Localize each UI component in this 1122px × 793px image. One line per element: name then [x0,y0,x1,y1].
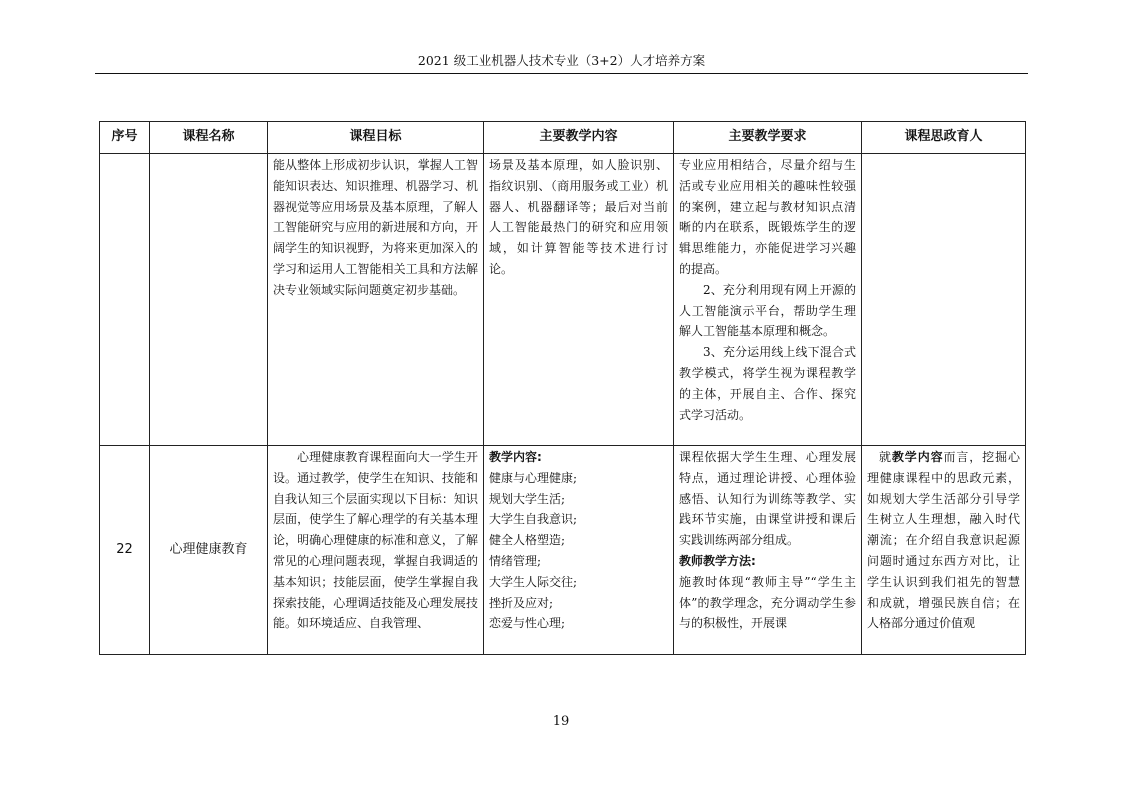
teaching-content-cell [484,446,674,655]
ideology-bold-term: 教学内容 [891,450,944,464]
course-table [99,121,1026,655]
list-item: 规划大学生活; [489,491,566,506]
course-goal-cell [268,154,484,446]
list-item: 恋爱与性心理; [489,616,566,631]
course-name: 心理健康教育 [150,446,268,655]
course-goal-cell [268,446,484,655]
row-number: 22 [100,446,150,655]
ideology-prefix: 就 [879,450,892,464]
requirement-paragraph: 3、充分运用线上线下混合式教学模式，将学生视为课程教学的主体，开展自主、合作、探究式学习活动。 [679,345,856,422]
ideology-body: 而言，挖掘心理健康课程中的思政元素，如规划大学生活部分引导学生树立人生理想，融入时代潮流；在介绍自我意识起源问题时通过东西方对比，让学生认识到我们祖先的智慧和成就，增强民族自信；在人格部分通过价值观 [867,450,1020,631]
column-header-number: 序号 [100,122,150,154]
course-goal-text: 心理健康教育课程面向大一学生开设。通过教学，使学生在知识、技能和自我认知三个层面实现以下目标：知识层面，使学生了解心理学的有关基本理论，明确心理健康的标准和意义，了解常见的心理问题表现，掌握自我调适的基本知识；技能层面，使学生掌握自我探索技能，心理调适技能及心理发展技能。如环境适应、自我管理、 [273,450,478,631]
course-name [150,154,268,446]
requirement-paragraph: 专业应用相结合，尽量介绍与生活或专业应用相关的趣味性较强的案例，建立起与教材知识点清晰的内在联系，既锻炼学生的逻辑思维能力，亦能促进学习兴趣的提高。 [679,158,856,276]
list-item: 情绪管理; [489,553,542,568]
requirement-paragraph: 2、充分利用现有网上开源的人工智能演示平台，帮助学生理解人工智能基本原理和概念。 [679,282,856,339]
ideology-cell [862,154,1026,446]
ideology-text [867,447,1020,634]
requirements-text: 课程依据大学生生理、心理发展特点，通过理论讲授、心理体验感悟、认知行为训练等教学、实践环节实施，由课堂讲授和课后实践训练两部分组成。 [679,450,856,548]
methods-heading: 教师教学方法: [679,553,756,568]
column-header-ideology-education: 课程思政育人 [862,122,1026,154]
column-header-teaching-requirements: 主要教学要求 [674,122,862,154]
page-header-title: 2021 级工业机器人技术专业（3+2）人才培养方案 [417,53,706,68]
ideology-cell [862,446,1026,655]
list-item: 健全人格塑造; [489,533,566,548]
teaching-requirements-cell [674,446,862,655]
list-item: 健康与心理健康; [489,470,578,485]
page-number: 19 [552,714,570,729]
column-header-course-goal: 课程目标 [268,122,484,154]
list-item: 大学生人际交往; [489,574,578,589]
row-number [100,154,150,446]
list-item: 大学生自我意识; [489,512,578,527]
table-header-row [100,122,1026,154]
header-divider [95,73,1028,74]
teaching-content-text: 场景及基本原理，如人脸识别、指纹识别、（商用服务或工业）机器人、机器翻译等；最后对当前人工智能最热门的研究和应用领域，如计算智能等技术进行讨论。 [489,158,668,276]
teaching-requirements-cell [674,154,862,446]
content-heading: 教学内容: [489,450,542,464]
course-goal-text: 能从整体上形成初步认识，掌握人工智能知识表达、知识推理、机器学习、机器视觉等应用场景及基本原理，了解人工智能研究与应用的新进展和方向，开阔学生的知识视野，为将来更加深入的学习和运用人工智能相关工具和方法解决专业领域实际问题奠定初步基础。 [273,158,478,297]
column-header-course-name: 课程名称 [150,122,268,154]
column-header-teaching-content: 主要教学内容 [484,122,674,154]
teaching-content-cell [484,154,674,446]
table-row [100,446,1026,655]
table-row [100,154,1026,446]
methods-text: 施教时体现“教师主导”“学生主体”的教学理念，充分调动学生参与的积极性，开展课 [679,574,856,631]
list-item: 挫折及应对; [489,595,554,610]
